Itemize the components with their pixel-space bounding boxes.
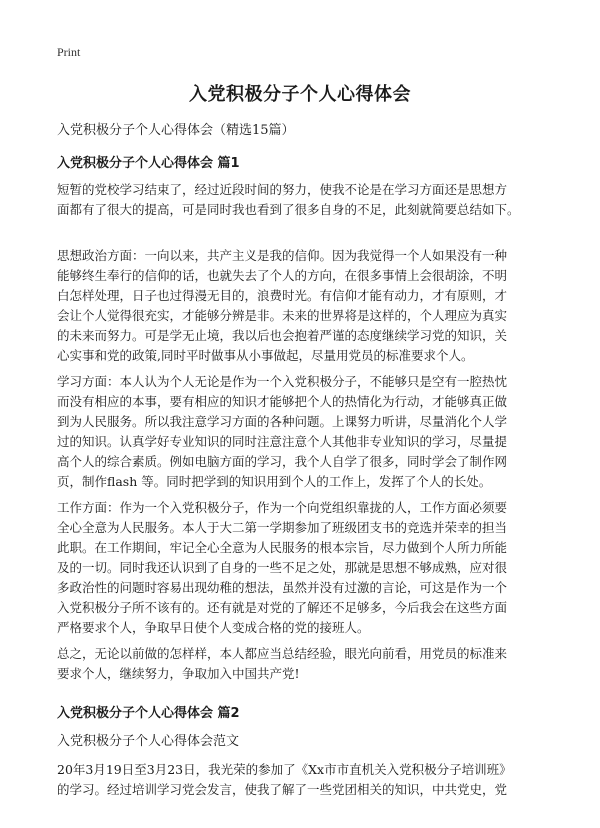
text-line: 过的知识。认真学好专业知识的同时注意注意个人其他非专业知识的学习，尽量提 [57,434,508,449]
text-line: 入党积极分子所不该有的。还有就是对党的了解还不足够多，今后我会在这些方面 [57,600,508,615]
text-line: 能够终生奉行的信仰的话，也就失去了个人的方向，在很多事情上会很胡涂，不明 [57,268,508,283]
text-line: 总之，无论以前做的怎样样，本人都应当总结经验，眼光向前看，用党员的标准来 [57,646,508,661]
text-line: 面都有了很大的提高，可是同时我也看到了很多自身的不足，此刻就简要总结如下。 [57,202,520,217]
paragraph-political [57,246,547,366]
text-line: 此职。在工作期间，牢记全心全意为人民服务的根本宗旨，尽力做到个人所力所能 [57,540,508,555]
text-line: 学习方面：本人认为个人无论是作为一个入党积极分子，不能够只是空有一腔热忱 [57,374,508,389]
document-subtitle: 入党积极分子个人心得体会（精选15篇） [57,123,295,138]
text-line: 全心全意为人民服务。本人于大二第一学期参加了班级团支书的竞选并荣幸的担当 [57,520,508,535]
text-line: 页，制作flash 等。同时把学到的知识用到个人的工作上，发挥了个人的长处。 [57,474,492,489]
paragraph-section2 [57,760,547,800]
text-line: 会让个人觉得很充实，才能够分辨是非。未来的世界将是这样的，个人理应为真实 [57,308,508,323]
print-label: Print [57,45,81,59]
text-line: 要求个人，继续努力，争取加入中国共产党! [57,666,300,681]
text-line: 工作方面：作为一个入党积极分子，作为一个向党组织靠拢的人，工作方面必须要 [57,500,508,515]
page-title: 入党积极分子个人心得体会 [189,84,411,105]
paragraph-study [57,372,547,492]
paragraph-summary [57,644,547,684]
paragraph-work [57,498,547,638]
section-2-subtitle: 入党积极分子个人心得体会范文 [57,734,240,749]
text-line: 高个人的综合素质。例如电脑方面的学习，我个人自学了很多，同时学会了制作网 [57,454,508,469]
section-heading-1: 入党积极分子个人心得体会 篇1 [57,156,240,171]
text-line: 而没有相应的本事，要有相应的知识才能够把个人的热情化为行动，才能够真正做 [57,394,508,409]
section-heading-2: 入党积极分子个人心得体会 篇2 [57,706,240,721]
text-line: 短暂的党校学习结束了，经过近段时间的努力，使我不论是在学习方面还是思想方 [57,182,508,197]
text-line: 多政治性的问题时容易出现幼稚的想法，虽然并没有过激的言论，可这是作为一个 [57,580,508,595]
text-line: 20年3月19日至3月23日，我光荣的参加了《Xx市市直机关入党积极分子培训班》 [57,762,512,777]
text-line: 到为人民服务。所以我注意学习方面的各种问题。上课努力听讲，尽量消化个人学 [57,414,508,429]
text-line: 的未来而努力。可是学无止境，我以后也会抱着严谨的态度继续学习党的知识，关 [57,328,508,343]
text-line: 严格要求个人，争取早日使个人变成合格的党的接班人。 [57,620,370,635]
text-line: 及的一切。同时我还认识到了自身的一些不足之处，那就是思想不够成熟，应对很 [57,560,508,575]
paragraph-intro [57,180,547,220]
text-line: 思想政治方面：一向以来，共产主义是我的信仰。因为我觉得一个人如果没有一种 [57,248,508,263]
text-line: 心实事和党的政策,同时平时做事从小事做起，尽量用党员的标准要求个人。 [57,348,474,363]
text-line: 的学习。经过培训学习党会发言，使我了解了一些党团相关的知识，中共党史，党 [57,782,508,797]
text-line: 白怎样处理，日子也过得漫无目的，浪费时光。有信仰才能有动力，才有原则，才 [57,288,508,303]
